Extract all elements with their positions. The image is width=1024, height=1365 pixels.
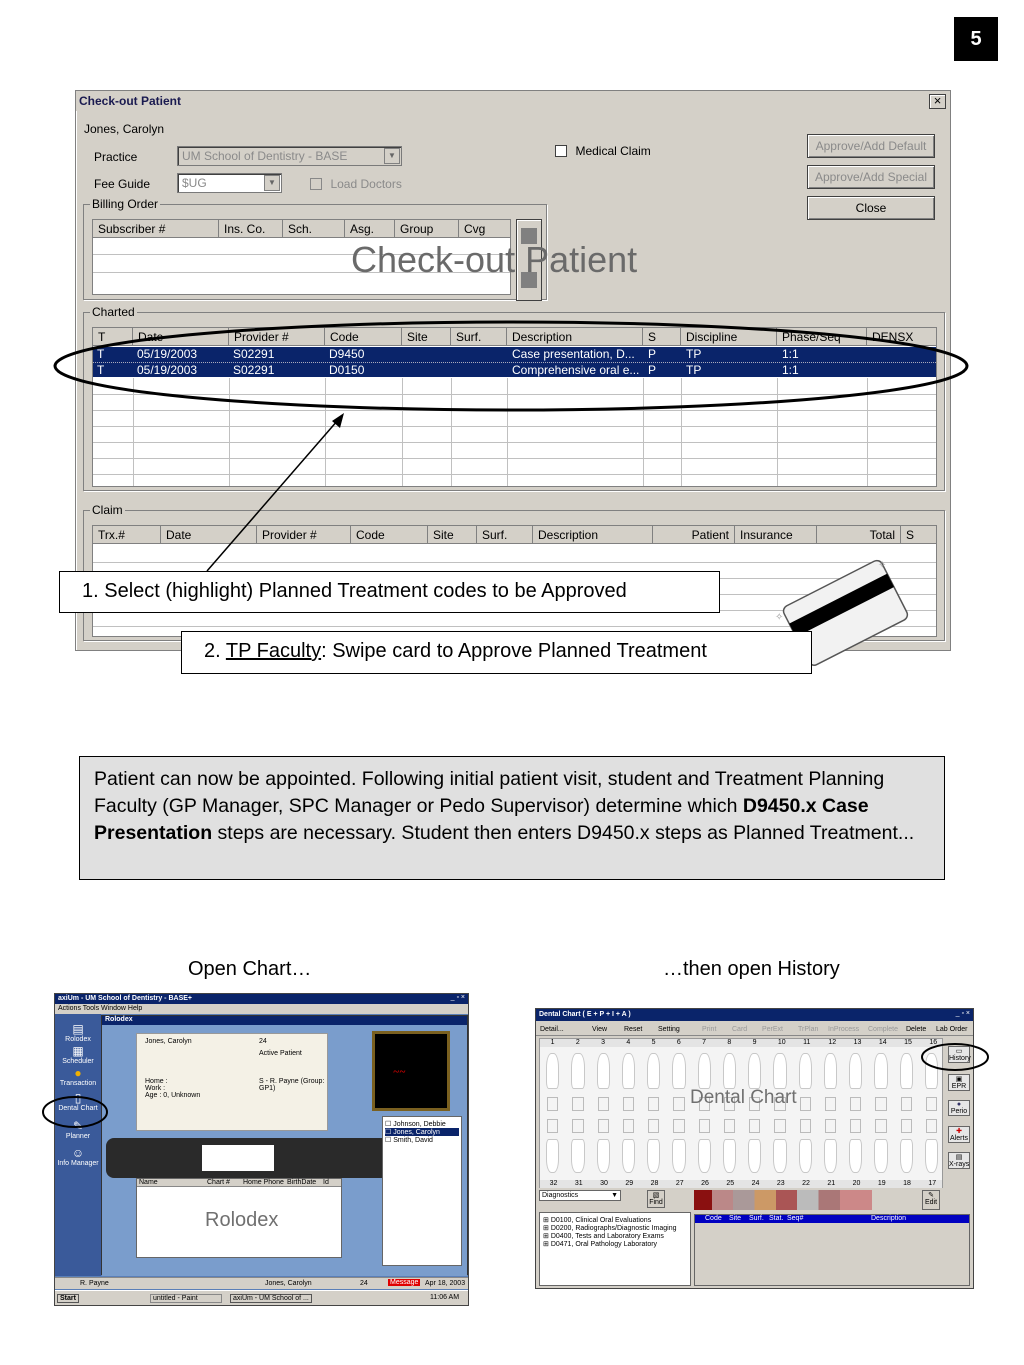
list-item[interactable]: ☐ Johnson, Debbie (385, 1121, 446, 1128)
column-header[interactable]: Site (428, 526, 477, 544)
column-header[interactable]: Id (323, 1179, 329, 1186)
arrow-line (207, 420, 338, 571)
column-header[interactable]: Discipline (681, 328, 777, 346)
toolbar-setting-button[interactable]: Setting (658, 1026, 680, 1033)
thumb-menu-bar (55, 1004, 468, 1014)
column-header[interactable]: Provider # (257, 526, 351, 544)
cell-status: P (648, 347, 657, 361)
charted-label: Charted (92, 305, 135, 319)
column-header[interactable]: Total (817, 526, 901, 544)
tooth-icon[interactable] (925, 1139, 938, 1173)
column-header[interactable]: S (901, 526, 937, 544)
history-button[interactable]: ▭ History (949, 1048, 971, 1062)
card-provider: S - R. Payne (Group: GP1) (259, 1078, 325, 1092)
thumb-title: Dental Chart ( E + P + I + A ) (539, 1011, 631, 1018)
dialog-title: Check-out Patient (79, 94, 182, 108)
tooth-icon[interactable] (773, 1139, 786, 1173)
svg-text:✧: ✧ (878, 560, 887, 571)
tooth-number: 21 (827, 1180, 836, 1187)
toolbar-lab-order-button[interactable]: Lab Order (936, 1026, 968, 1033)
tooth-number: 4 (626, 1039, 631, 1046)
tooth-icon[interactable] (597, 1139, 610, 1173)
lower-teeth (540, 1137, 942, 1177)
column-header[interactable]: Code (325, 328, 402, 346)
column-header[interactable]: Home Phone (243, 1179, 284, 1186)
column-header[interactable]: Chart # (207, 1179, 230, 1186)
thumb-menu[interactable]: Actions Tools Window Help (58, 1005, 143, 1012)
tooth-number: 16 (929, 1039, 938, 1046)
tooth-number: 15 (904, 1039, 912, 1046)
tooth-number: 27 (675, 1180, 684, 1187)
list-item[interactable]: ☐ Smith, David (385, 1137, 433, 1144)
taskbar-item[interactable]: axiUm - UM School of ... (230, 1294, 312, 1303)
thumb-title-bar (55, 994, 468, 1004)
fee-guide-label: Fee Guide (94, 177, 151, 191)
practice-value: UM School of Dentistry - BASE (182, 149, 348, 163)
medical-claim-label: Medical Claim (575, 144, 651, 158)
column-header[interactable]: Site (729, 1215, 742, 1222)
tooth-number: 20 (852, 1180, 861, 1187)
tooth-number: 2 (575, 1039, 580, 1046)
cell-date: 05/19/2003 (137, 347, 198, 361)
card-id: 24 (259, 1038, 267, 1045)
epr-button[interactable]: ▣ EPR (948, 1074, 970, 1091)
claim-label: Claim (92, 503, 123, 517)
patient-list[interactable] (382, 1116, 462, 1266)
column-header[interactable]: T (93, 328, 133, 346)
card-name: Jones, Carolyn (145, 1038, 192, 1045)
step-2-prefix: 2. (204, 640, 226, 662)
tree-item[interactable]: ⊞ D0100, Clinical Oral Evaluations (543, 1217, 652, 1224)
cell-date: 05/19/2003 (137, 363, 198, 377)
status-date: Apr 18, 2003 (425, 1280, 466, 1287)
toolbar-card-button[interactable]: Card (732, 1026, 748, 1033)
column-header[interactable]: Stat. (769, 1215, 784, 1222)
tooth-number: 7 (702, 1039, 707, 1046)
cell-discipline: TP (686, 363, 702, 377)
cell-code: D9450 (329, 347, 365, 361)
toolbar-delete-button[interactable]: Delete (906, 1026, 927, 1033)
status-user: R. Payne (80, 1280, 109, 1287)
tooth-number: 5 (651, 1039, 656, 1046)
info-box (79, 756, 945, 880)
tooth-icon[interactable] (849, 1139, 862, 1173)
step-1-callout: 1. Select (highlight) Planned Treatment codes to be Approved (59, 571, 720, 613)
step-2-callout (181, 631, 812, 674)
caption-open-history: …then open History (663, 958, 840, 980)
tooth-icon[interactable] (900, 1139, 913, 1173)
tooth-number: 32 (549, 1180, 558, 1187)
thumb-status-bar (55, 1277, 468, 1289)
billing-order-label: Billing Order (92, 197, 159, 211)
taskbar-item[interactable]: untitled - Paint (150, 1294, 222, 1303)
column-header[interactable]: Surf. (451, 328, 507, 346)
column-header[interactable]: Surf. (749, 1215, 764, 1222)
tooth-icon[interactable] (546, 1139, 559, 1173)
rolodex-table[interactable] (136, 1178, 342, 1258)
sidebar-item-rolodex[interactable]: ▤ Rolodex (65, 1022, 91, 1043)
cell-phase-seq: 1:1 (782, 347, 799, 361)
tooth-number: 25 (726, 1180, 735, 1187)
procedure-tree[interactable] (539, 1212, 691, 1286)
column-header[interactable]: Date (161, 526, 257, 544)
tooth-number: 31 (574, 1180, 583, 1187)
load-doctors-label: Load Doctors (330, 177, 402, 191)
tooth-number: 24 (751, 1180, 760, 1187)
sidebar-item-scheduler[interactable]: ▦ Scheduler (62, 1044, 94, 1065)
approve-special-button[interactable]: Approve/Add Special (807, 165, 935, 189)
cell-phase-seq: 1:1 (782, 363, 799, 377)
toolbar-print-button[interactable]: Print (702, 1026, 717, 1033)
status-patient: Jones, Carolyn (265, 1280, 312, 1287)
column-header[interactable]: Code (351, 526, 428, 544)
logo-icon: ~~ (393, 1066, 406, 1078)
history-highlight-ellipse (922, 1044, 988, 1070)
column-header[interactable]: Description (871, 1215, 907, 1222)
tree-item[interactable]: ⊞ D0200, Radiographs/Diagnostic Imaging (543, 1225, 677, 1232)
alerts-button[interactable]: ✚ Alerts (948, 1126, 970, 1143)
rolodex-title: Rolodex (105, 1016, 133, 1023)
tooth-number: 8 (727, 1039, 732, 1046)
edit-button[interactable]: ✎ Edit (922, 1190, 940, 1210)
tooth-number: 14 (878, 1039, 887, 1046)
diagnostics-select[interactable]: Diagnostics ▼ (539, 1190, 621, 1201)
tooth-icon[interactable] (647, 1139, 660, 1173)
step-2-role: TP Faculty (225, 640, 322, 662)
procedure-icon-strip (694, 1190, 972, 1212)
tooth-number: 29 (625, 1180, 634, 1187)
card-work: Work : (145, 1085, 166, 1092)
tooth-number: 30 (600, 1180, 608, 1187)
info-text-part2: steps are necessary. Student then enters D9450.x steps as Planned Treatment... (212, 822, 915, 844)
tooth-number: 13 (853, 1039, 862, 1046)
patient-name: Jones, Carolyn (84, 122, 165, 136)
toolbar-reset-button[interactable]: Reset (624, 1026, 643, 1033)
dental-chart-highlight-ellipse (43, 1097, 107, 1127)
column-header[interactable]: Description (507, 328, 643, 346)
lower-tooth-numbers (540, 1180, 942, 1188)
card-home: Home : (145, 1078, 168, 1085)
approve-default-button[interactable]: Approve/Add Default (807, 134, 935, 158)
tooth-icon[interactable] (672, 1139, 685, 1173)
tree-item[interactable]: ⊞ D0471, Oral Pathology Laboratory (543, 1241, 658, 1248)
column-header[interactable]: Provider # (229, 328, 325, 346)
xrays-button[interactable]: ▤ X-rays (949, 1154, 970, 1168)
thumbnail-annotations (0, 1030, 1024, 1130)
highlight-ellipse (55, 322, 967, 410)
window-controls-icon[interactable]: _ ▫ × (955, 1010, 970, 1017)
tooth-number: 23 (776, 1180, 785, 1187)
caption-open-chart: Open Chart… (188, 958, 312, 980)
toolbar-complete-button[interactable]: Complete (868, 1026, 898, 1033)
taskbar-clock: 11:06 AM (430, 1294, 460, 1301)
cell-status: P (648, 363, 657, 377)
close-icon[interactable]: × (929, 94, 946, 109)
tooth-number: 12 (828, 1039, 837, 1046)
column-header[interactable]: Patient (653, 526, 735, 544)
tooth-icon[interactable] (622, 1139, 635, 1173)
thumb-title: axiUm - UM School of Dentistry - BASE+ (58, 995, 192, 1002)
column-header[interactable]: DENSX (867, 328, 937, 346)
dialog-watermark: Check-out Patient (351, 239, 638, 280)
rolodex-watermark: Rolodex (205, 1209, 279, 1231)
column-header[interactable]: Group (395, 220, 459, 238)
perio-button[interactable]: ● Perio (948, 1100, 970, 1116)
column-header[interactable]: Ins. Co. (219, 220, 283, 238)
window-controls-icon[interactable]: _ ▫ × (450, 994, 465, 1001)
tooth-number: 22 (802, 1180, 810, 1187)
list-item[interactable]: ☐ Jones, Carolyn (385, 1128, 459, 1136)
sidebar-item-planner[interactable]: ✎ Planner (65, 1119, 91, 1140)
thumb-taskbar (55, 1290, 468, 1306)
close-button[interactable]: Close (807, 196, 935, 220)
status-message[interactable]: Message (390, 1279, 419, 1286)
start-button[interactable]: Start (57, 1294, 79, 1303)
column-header[interactable]: Site (402, 328, 451, 346)
toolbar-inprocess-button[interactable]: InProcess (828, 1026, 860, 1033)
column-header[interactable]: Trx.# (93, 526, 161, 544)
step-2-text: : Swipe card to Approve Planned Treatment (321, 640, 707, 662)
tooth-number: 17 (928, 1180, 937, 1187)
practice-label: Practice (94, 150, 138, 164)
cell-type: T (97, 347, 105, 361)
chevron-down-icon: ▼ (264, 175, 280, 191)
cell-description: Comprehensive oral e... (512, 363, 640, 377)
tooth-number: 3 (601, 1039, 606, 1046)
sidebar-item-dental-chart[interactable]: ▯ Dental Chart (58, 1091, 98, 1112)
info-text-bold: D9450.x Case Presentation (94, 795, 869, 844)
dental-chart-watermark: Dental Chart (690, 1087, 797, 1108)
column-header[interactable]: S (643, 328, 681, 346)
status-id: 24 (360, 1280, 368, 1287)
card-age: Age : 0, Unknown (145, 1092, 201, 1099)
tooth-icon[interactable] (874, 1139, 887, 1173)
info-text-part1: Patient can now be appointed. Following initial patient visit, student and Treatment Planning Faculty (GP Manager, SPC Manager or Pedo Supervisor) determine which (94, 768, 885, 817)
cell-provider: S02291 (233, 363, 275, 377)
tooth-number: 9 (752, 1039, 757, 1046)
column-header[interactable]: Sch. (283, 220, 345, 238)
diagnostics-panel (539, 1190, 691, 1286)
column-header[interactable]: BirthDate (287, 1179, 317, 1186)
column-header[interactable]: Phase/Seq (777, 328, 867, 346)
column-header[interactable]: Name (139, 1179, 158, 1186)
cell-type: T (97, 363, 105, 377)
column-header[interactable]: Code (705, 1215, 722, 1222)
sidebar-item-info-manager[interactable]: ☺ Info Manager (57, 1146, 99, 1167)
procedure-grid[interactable] (694, 1214, 970, 1286)
column-header[interactable]: Date (133, 328, 229, 346)
column-header[interactable]: Cvg (459, 220, 511, 238)
column-header[interactable]: Subscriber # (93, 220, 219, 238)
column-header[interactable]: Asg. (345, 220, 395, 238)
tooth-icon[interactable] (723, 1139, 736, 1173)
tooth-number: 1 (550, 1039, 555, 1046)
cell-code: D0150 (329, 363, 365, 377)
tooth-icon[interactable] (824, 1139, 837, 1173)
toolbar-trplan-button[interactable]: TrPlan (798, 1026, 819, 1033)
column-header[interactable]: Description (533, 526, 653, 544)
chevron-down-icon: ▼ (384, 148, 400, 164)
tooth-icon[interactable] (748, 1139, 761, 1173)
card-status: Active Patient (259, 1050, 302, 1057)
cell-description: Case presentation, D... (512, 347, 635, 361)
tooth-number: 10 (777, 1039, 786, 1046)
tooth-icon[interactable] (799, 1139, 812, 1173)
column-header[interactable]: Surf. (477, 526, 533, 544)
tooth-number: 6 (676, 1039, 681, 1046)
procedure-images-icon[interactable] (694, 1190, 872, 1210)
tooth-icon[interactable] (571, 1139, 584, 1173)
tooth-icon[interactable] (698, 1139, 711, 1173)
toolbar-view-button[interactable]: View (592, 1026, 608, 1033)
thumb-title-bar (536, 1009, 973, 1021)
toolbar-detail-button[interactable]: Detail... (540, 1026, 564, 1033)
tooth-number: 26 (701, 1180, 709, 1187)
tree-item[interactable]: ⊞ D0400, Tests and Laboratory Exams (543, 1233, 664, 1240)
fee-guide-value: $UG (182, 176, 207, 190)
page-number: 5 (954, 17, 998, 61)
tooth-number: 28 (650, 1180, 659, 1187)
cell-discipline: TP (686, 347, 702, 361)
toolbar-perext-button[interactable]: PerExt (762, 1026, 784, 1033)
column-header[interactable]: Insurance (735, 526, 817, 544)
tooth-number: 19 (877, 1180, 886, 1187)
sidebar-item-transaction[interactable]: ● Transaction (59, 1066, 97, 1087)
tooth-number: 11 (803, 1039, 811, 1046)
tooth-number: 18 (903, 1180, 911, 1187)
column-header[interactable]: Seq# (787, 1215, 804, 1222)
svg-text:✧: ✧ (775, 612, 784, 623)
find-button[interactable]: ▧ Find (647, 1190, 665, 1208)
cell-provider: S02291 (233, 347, 275, 361)
